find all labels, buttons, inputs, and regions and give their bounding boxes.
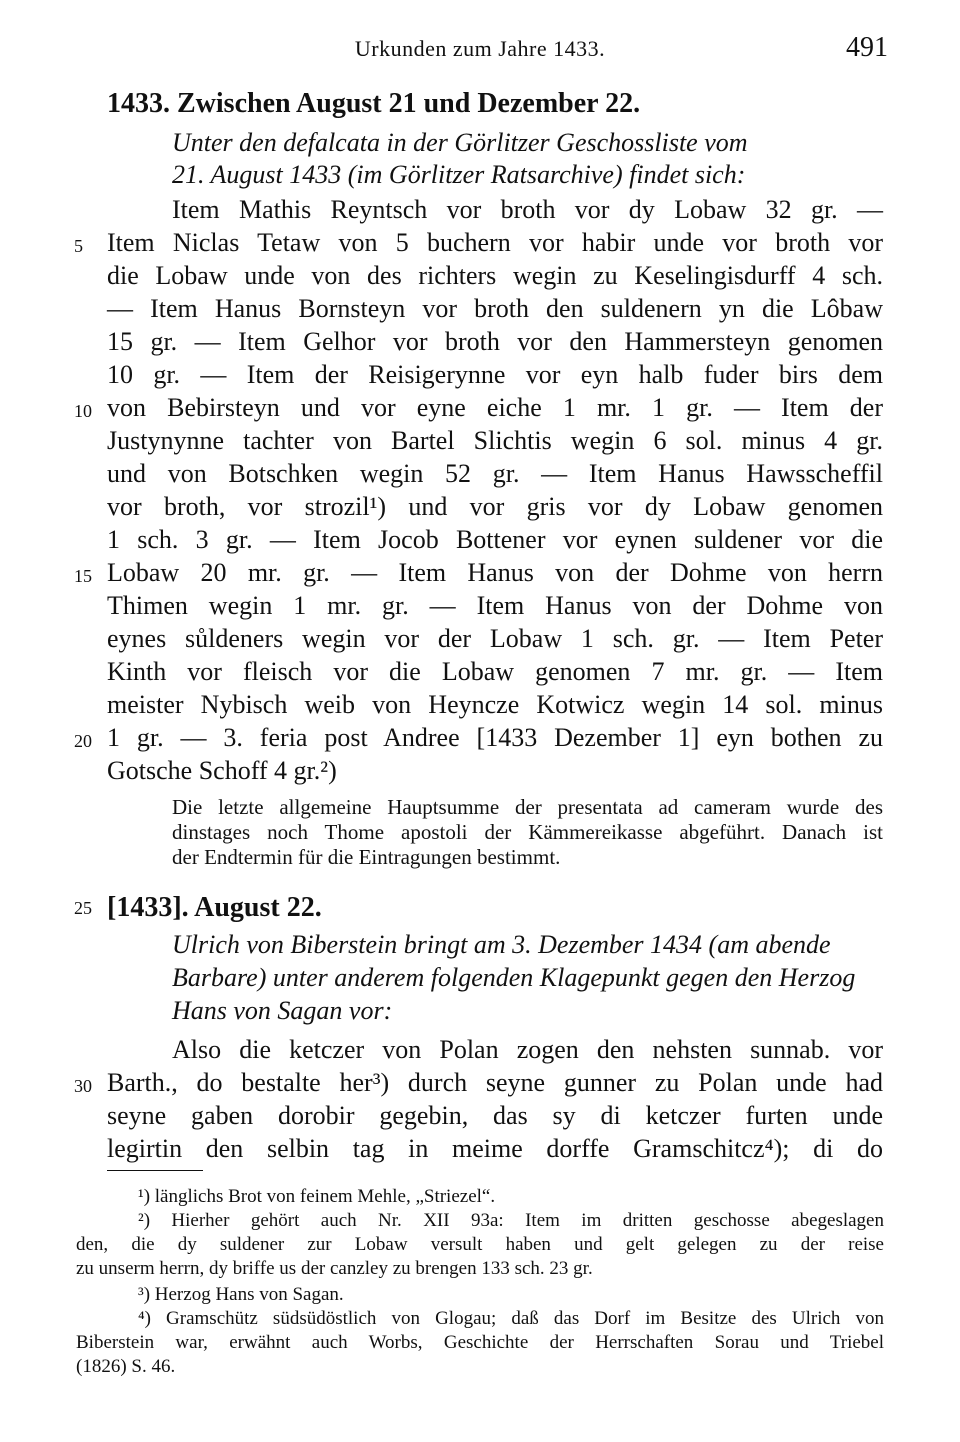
entry-heading: 1433. Zwischen August 21 und Dezember 22. — [107, 88, 641, 119]
footnote-line: ⁴) Gramschütz südsüdöstlich von Glogau; daß das Dorf im Besitze des Ulrich von — [138, 1308, 884, 1329]
line-number: 5 — [74, 236, 83, 256]
text-line: 10 gr. — Item der Reisigerynne vor eyn halb fuder birs dem — [107, 360, 883, 389]
line-number: 15 — [74, 566, 92, 586]
entry-intro-line: Barbare) unter anderem folgenden Klagepunkt gegen den Herzog — [172, 963, 856, 992]
footnote-line: den, die dy suldener zur Lobaw versult haben und gelt gelegen zu der reise — [76, 1234, 884, 1255]
line-number: 30 — [74, 1076, 92, 1096]
text-line: Gotsche Schoff 4 gr.²) — [107, 756, 337, 785]
text-line: 15 gr. — Item Gelhor vor broth vor den Hammersteyn genomen — [107, 327, 883, 356]
text-line: — Item Hanus Bornsteyn vor broth den suldenern yn die Lôbaw — [107, 294, 883, 323]
text-line: meister Nybisch weib von Heyncze Kotwicz wegin 14 sol. minus — [107, 690, 883, 719]
footnote-line: ¹) länglichs Brot von feinem Mehle, „Striezel“. — [138, 1186, 496, 1207]
note-line: Die letzte allgemeine Hauptsumme der presentata ad cameram wurde des — [172, 795, 883, 819]
page-number: 491 — [846, 32, 888, 63]
text-line: Kinth vor fleisch vor die Lobaw genomen 7 mr. gr. — Item — [107, 657, 883, 686]
footnote-line: (1826) S. 46. — [76, 1356, 176, 1377]
text-line: Barth., do bestalte her³) durch seyne gunner zu Polan unde had — [107, 1068, 883, 1097]
footnote-rule — [107, 1170, 203, 1171]
line-number: 25 — [74, 898, 92, 918]
entry-intro-line: Ulrich von Biberstein bringt am 3. Dezember 1434 (am abende — [172, 930, 831, 959]
text-line: legirtin den selbin tag in meime dorffe Gramschitcz⁴); di do — [107, 1134, 883, 1163]
text-line: Item Mathis Reyntsch vor broth vor dy Lobaw 32 gr. — — [172, 195, 883, 224]
text-line: seyne gaben dorobir gegebin, das sy di ketczer furten unde — [107, 1101, 883, 1130]
text-line: vor broth, vor strozil¹) und vor gris vor dy Lobaw genomen — [107, 492, 883, 521]
line-number: 20 — [74, 731, 92, 751]
entry-intro-line: 21. August 1433 (im Görlitzer Ratsarchive) findet sich: — [172, 160, 746, 189]
note-line: dinstages noch Thome apostoli der Kämmereikasse abgeführt. Danach ist — [172, 820, 883, 844]
running-head-title: Urkunden zum Jahre 1433. — [354, 36, 606, 61]
line-number: 10 — [74, 401, 92, 421]
text-line: eynes sůldeners wegin vor der Lobaw 1 sch. gr. — Item Peter — [107, 624, 883, 653]
running-head — [0, 30, 960, 70]
footnote-line: zu unserm herrn, dy briffe us der canzley zu brengen 133 sch. 23 gr. — [76, 1258, 593, 1279]
text-line: Thimen wegin 1 mr. gr. — Item Hanus von der Dohme von — [107, 591, 883, 620]
note-line: der Endtermin für die Eintragungen bestimmt. — [172, 845, 561, 869]
text-line: Also die ketczer von Polan zogen den nehsten sunnab. vor — [172, 1035, 883, 1064]
entry-intro-line: Hans von Sagan vor: — [172, 996, 393, 1025]
text-line: Lobaw 20 mr. gr. — Item Hanus von der Dohme von herrn — [107, 558, 883, 587]
footnote-line: ³) Herzog Hans von Sagan. — [138, 1284, 344, 1305]
text-line: Justynynne tachter von Bartel Slichtis wegin 6 sol. minus 4 gr. — [107, 426, 883, 455]
text-line: die Lobaw unde von des richters wegin zu Keselingisdurff 4 sch. — [107, 261, 883, 290]
footnote-line: ²) Hierher gehört auch Nr. XII 93a: Item im dritten geschosse abegeslagen — [138, 1210, 884, 1231]
entry-intro-line: Unter den defalcata in der Görlitzer Geschossliste vom — [172, 128, 748, 157]
text-line: 1 gr. — 3. feria post Andree [1433 Dezember 1] eyn bothen zu — [107, 723, 883, 752]
entry-heading: [1433]. August 22. — [107, 892, 322, 923]
text-line: 1 sch. 3 gr. — Item Jocob Bottener vor eynen suldener vor die — [107, 525, 883, 554]
text-line: und von Botschken wegin 52 gr. — Item Hanus Hawsscheffil — [107, 459, 883, 488]
text-line: Item Niclas Tetaw von 5 buchern vor habir unde vor broth vor — [107, 228, 883, 257]
text-line: von Bebirsteyn und vor eyne eiche 1 mr. 1 gr. — Item der — [107, 393, 883, 422]
footnote-line: Biberstein war, erwähnt auch Worbs, Geschichte der Herrschaften Sorau und Triebel — [76, 1332, 884, 1353]
